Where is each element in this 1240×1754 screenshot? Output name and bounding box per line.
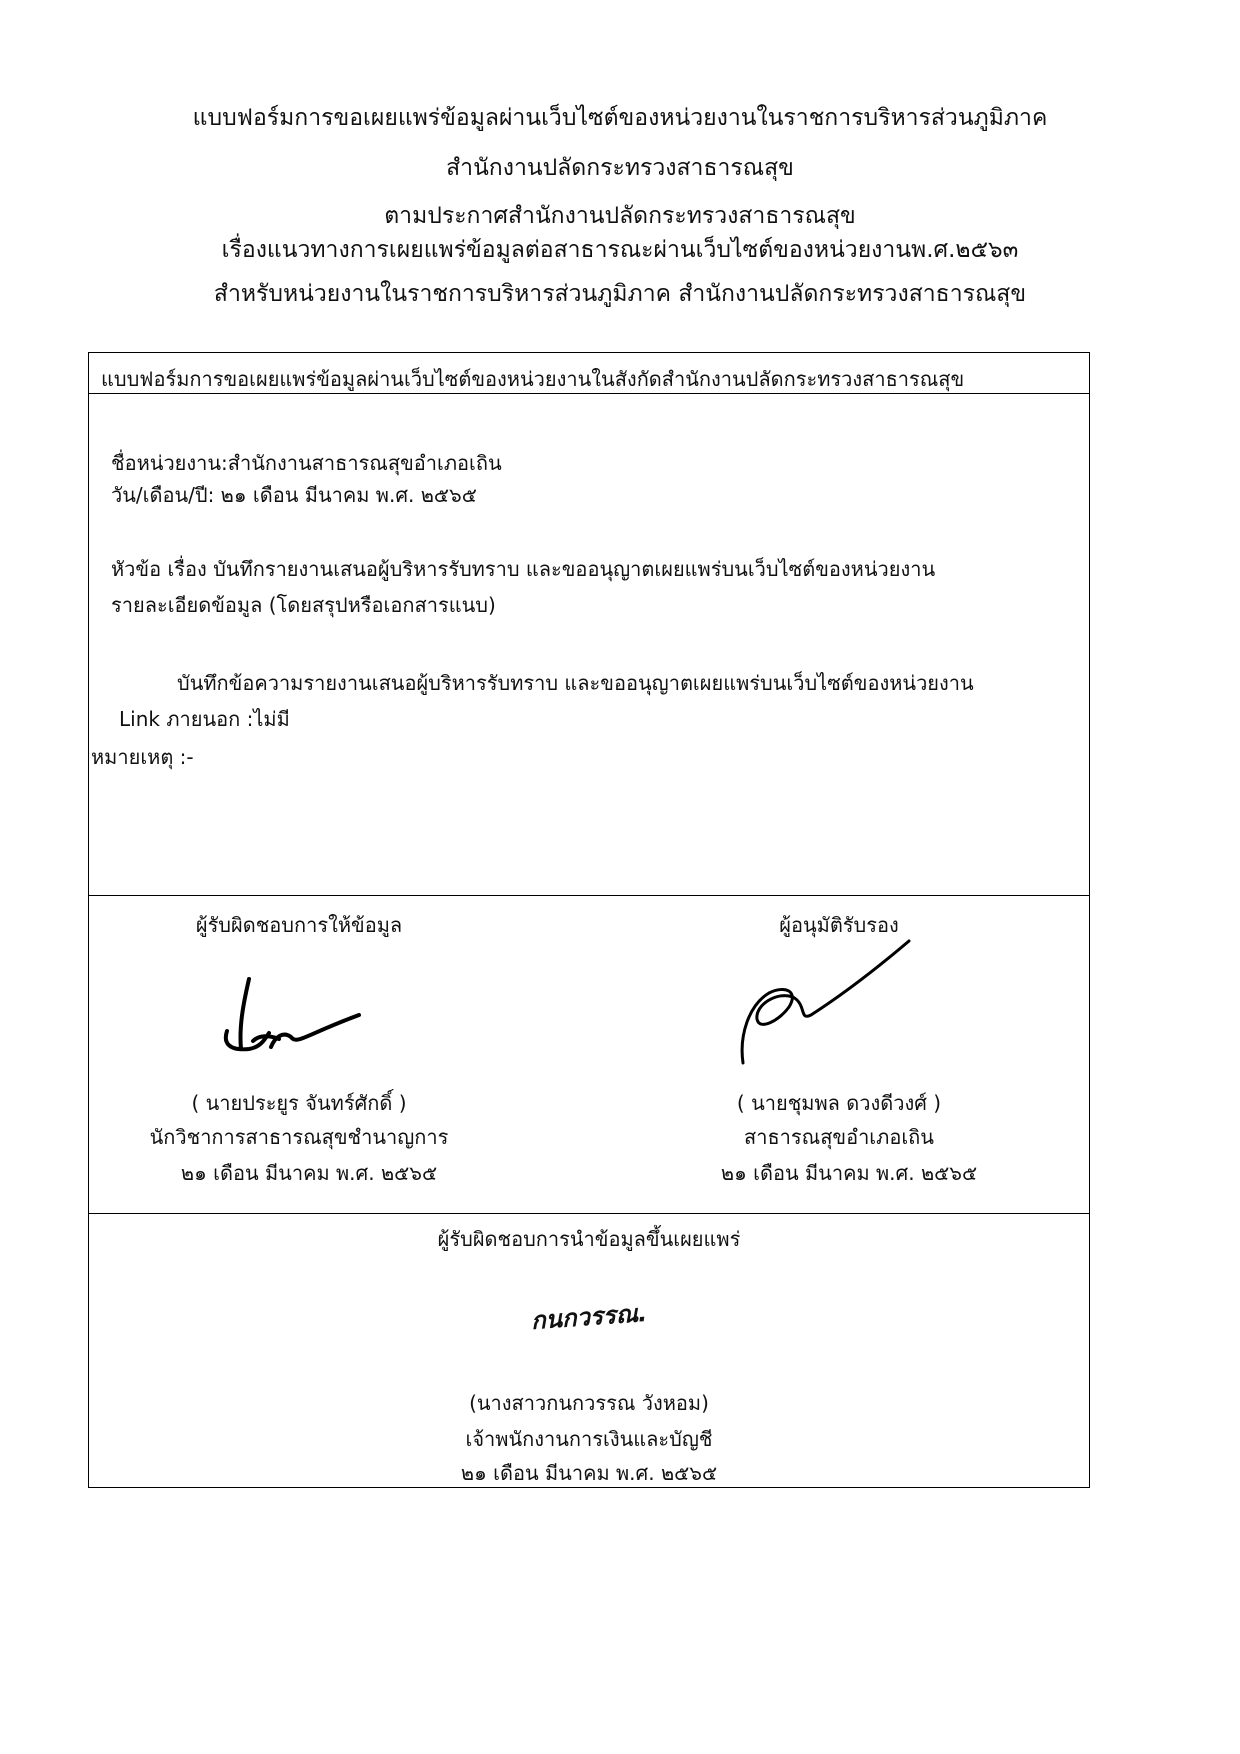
right-signer-name: ( นายชุมพล ดวงดีวงศ์ ) [736, 1091, 942, 1115]
publisher-divider [89, 1213, 1089, 1214]
left-signature [209, 965, 359, 1069]
remark-line: หมายเหตุ :- [91, 745, 194, 769]
right-signer-date: ๒๑ เดือน มีนาคม พ.ศ. ๒๕๖๕ [720, 1161, 978, 1185]
left-signer-position: นักวิชาการสาธารณสุขชำนาญการ [149, 1125, 449, 1149]
right-signer-position: สาธารณสุขอำเภอเถิน [744, 1125, 934, 1149]
left-signer-role: ผู้รับผิดชอบการให้ข้อมูล [195, 913, 403, 937]
detail-label: รายละเอียดข้อมูล (โดยสรุปหรือเอกสารแนบ) [111, 593, 496, 617]
header-title: แบบฟอร์มการขอเผยแพร่ข้อมูลผ่านเว็บไซต์ของหน่วยงานในราชการบริหารส่วนภูมิภาค [192, 105, 1048, 131]
publisher-signature: กนกวรรณ. [530, 1298, 648, 1336]
date-line: วัน/เดือน/ปี: ๒๑ เดือน มีนาคม พ.ศ. ๒๕๖๕ [111, 483, 477, 507]
agency-line: ชื่อหน่วยงาน:สำนักงานสาธารณสุขอำเภอเถิน [111, 451, 502, 475]
left-signer-name: ( นายประยูร จันทร์ศักดิ์ ) [191, 1091, 407, 1115]
header-organization: สำนักงานปลัดกระทรวงสาธารณสุข [446, 155, 794, 181]
header-scope: สำหรับหน่วยงานในราชการบริหารส่วนภูมิภาค สำนักงานปลัดกระทรวงสาธารณสุข [213, 281, 1027, 307]
detail-text: บันทึกข้อความรายงานเสนอผู้บริหารรับทราบ และขออนุญาตเผยแพร่บนเว็บไซต์ของหน่วยงาน [177, 671, 974, 695]
right-signature [729, 935, 909, 1079]
header-subject: เรื่องแนวทางการเผยแพร่ข้อมูลต่อสาธารณะผ่านเว็บไซต์ของหน่วยงานพ.ศ.๒๕๖๓ [221, 237, 1019, 263]
signature-divider [89, 895, 1089, 896]
title-divider [89, 393, 1089, 394]
link-line: Link ภายนอก :ไม่มี [119, 707, 290, 731]
right-signer-role: ผู้อนุมัติรับรอง [779, 913, 899, 937]
form-title: แบบฟอร์มการขอเผยแพร่ข้อมูลผ่านเว็บไซต์ของหน่วยงานในสังกัดสำนักงานปลัดกระทรวงสาธารณสุข [101, 367, 965, 391]
left-signer-date: ๒๑ เดือน มีนาคม พ.ศ. ๒๕๖๕ [180, 1161, 438, 1185]
subject-line: หัวข้อ เรื่อง บันทึกรายงานเสนอผู้บริหารรับทราบ และขออนุญาตเผยแพร่บนเว็บไซต์ของหน่วยงาน [111, 557, 936, 581]
publisher-role: ผู้รับผิดชอบการนำข้อมูลขึ้นเผยแพร่ [437, 1227, 741, 1251]
publication-form [88, 352, 1090, 1488]
publisher-position: เจ้าพนักงานการเงินและบัญชี [465, 1427, 713, 1451]
publisher-name: (นางสาวกนกวรรณ วังหอม) [469, 1391, 709, 1415]
header-announcement: ตามประกาศสำนักงานปลัดกระทรวงสาธารณสุข [384, 203, 856, 229]
publisher-date: ๒๑ เดือน มีนาคม พ.ศ. ๒๕๖๕ [460, 1461, 718, 1485]
